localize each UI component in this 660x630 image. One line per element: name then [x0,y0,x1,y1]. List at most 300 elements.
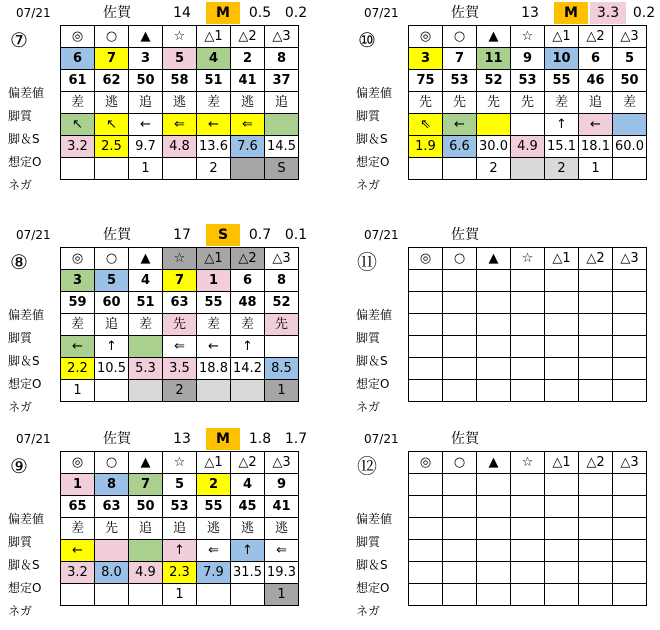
race-number: ⑩ [358,28,376,52]
race-venue: 佐賀 [451,5,479,21]
deviation-cell: 51 [197,70,231,92]
header-odds-1 [590,428,626,450]
mark-cell: △2 [579,452,613,474]
expected-odds-cell [545,562,579,584]
row-label: 想定O [356,581,390,595]
track-condition-badge: M [554,2,588,24]
grid-row-marks [409,26,647,48]
grid-row-style [409,92,647,114]
race-grid [60,451,299,606]
leg-speed-cell [613,114,647,136]
leg-speed-cell: ← [129,114,163,136]
horse-number-cell: 1 [61,474,95,496]
mark-cell: △1 [197,248,231,270]
horse-number-cell: 6 [61,48,95,70]
grid-row-marks [409,452,647,474]
row-label: ネガ [8,178,33,192]
running-style-cell: 先 [265,314,299,336]
negative-cell [511,584,545,606]
horse-number-cell: 8 [265,270,299,292]
running-style-cell: 差 [61,92,95,114]
negative-cell: 1 [61,380,95,402]
race-venue: 佐賀 [451,227,479,243]
race-date: 07/21 [16,228,51,242]
horse-number-cell: 10 [545,48,579,70]
leg-speed-cell: ⇖ [409,114,443,136]
race-grid [408,451,647,606]
running-style-cell: 逃 [163,92,197,114]
row-label: 脚＆S [356,354,388,368]
expected-odds-cell: 14.5 [265,136,299,158]
leg-speed-cell: ⇐ [231,114,265,136]
grid-row-odds [61,562,299,584]
horse-number-cell: 3 [61,270,95,292]
leg-speed-cell [545,540,579,562]
row-label: ネガ [8,400,33,414]
header-odds-2: 1.7 [284,431,308,447]
leg-speed-cell [443,336,477,358]
mark-cell: △2 [579,26,613,48]
expected-odds-cell: 60.0 [613,136,647,158]
negative-cell [613,380,647,402]
running-style-cell: 先 [443,92,477,114]
race-date: 07/21 [364,228,399,242]
row-label: 脚質 [356,109,381,123]
row-label: ネガ [356,604,381,618]
leg-speed-cell: ⇐ [265,540,299,562]
expected-odds-cell [477,562,511,584]
horse-number-cell: 8 [265,48,299,70]
mark-cell: ▲ [129,452,163,474]
negative-cell [443,158,477,180]
expected-odds-cell [443,562,477,584]
mark-cell: ○ [95,248,129,270]
mark-cell: ▲ [477,26,511,48]
running-style-cell: 追 [579,92,613,114]
expected-odds-cell [613,358,647,380]
horse-number-cell: 6 [231,270,265,292]
mark-cell: ○ [443,452,477,474]
leg-speed-cell: ⇐ [163,336,197,358]
horse-number-cell [545,474,579,496]
deviation-cell [545,292,579,314]
header-odds-2: 0.2 [284,5,308,21]
negative-cell: 1 [129,158,163,180]
grid-row-deviation [61,70,299,92]
leg-speed-cell: ⇐ [197,540,231,562]
deviation-cell [409,292,443,314]
race-panel-p11 [352,224,652,424]
horse-number-cell: 3 [129,48,163,70]
expected-odds-cell: 3.5 [163,358,197,380]
running-style-cell: 先 [163,314,197,336]
race-grid [60,25,299,180]
mark-cell: △2 [579,248,613,270]
expected-odds-cell: 19.3 [265,562,299,584]
grid-row-legs [61,540,299,562]
negative-cell: 1 [265,380,299,402]
negative-cell [545,584,579,606]
track-condition-badge: M [206,428,240,450]
mark-cell: ▲ [477,248,511,270]
negative-cell [409,584,443,606]
race-panel-p7 [4,2,308,202]
mark-cell: ☆ [163,452,197,474]
horse-number-cell [579,270,613,292]
deviation-cell: 63 [163,292,197,314]
grid-row-odds [61,358,299,380]
grid-row-legs [409,540,647,562]
negative-cell [129,584,163,606]
race-venue: 佐賀 [103,5,131,21]
horse-number-cell: 11 [477,48,511,70]
deviation-cell: 50 [129,496,163,518]
row-label: 脚質 [8,535,33,549]
horse-number-cell: 7 [95,48,129,70]
grid-row-marks [61,452,299,474]
horse-number-cell: 4 [129,270,163,292]
leg-speed-cell [511,114,545,136]
deviation-cell [477,496,511,518]
expected-odds-cell: 14.2 [231,358,265,380]
negative-cell [579,380,613,402]
negative-cell [129,380,163,402]
mark-cell: ☆ [511,26,545,48]
leg-speed-cell: ← [61,336,95,358]
header-odds-1: 3.3 [590,2,626,24]
row-label: 偏差値 [356,308,393,322]
mark-cell: ◎ [409,26,443,48]
grid-row-nega [409,380,647,402]
race-header [352,428,652,452]
horse-number-cell: 4 [231,474,265,496]
running-style-cell: 差 [613,92,647,114]
grid-row-legs [409,114,647,136]
negative-cell [613,158,647,180]
negative-cell [163,158,197,180]
negative-cell [545,380,579,402]
horse-number-cell: 9 [511,48,545,70]
expected-odds-cell [511,358,545,380]
expected-odds-cell: 1.9 [409,136,443,158]
deviation-cell: 55 [197,292,231,314]
running-style-cell: 先 [95,518,129,540]
horse-number-cell: 3 [409,48,443,70]
leg-speed-cell: ↑ [231,336,265,358]
row-label: 脚質 [356,331,381,345]
grid-row-legs [409,336,647,358]
leg-speed-cell [95,540,129,562]
mark-cell: ○ [95,26,129,48]
deviation-cell [579,496,613,518]
row-label: 想定O [8,155,42,169]
race-panel-p12 [352,428,652,628]
negative-cell [95,584,129,606]
horse-number-cell [545,270,579,292]
leg-speed-cell: ← [61,540,95,562]
leg-speed-cell: ← [197,114,231,136]
expected-odds-cell: 4.9 [511,136,545,158]
header-odds-2 [626,428,660,450]
negative-cell [579,584,613,606]
horse-number-cell [409,270,443,292]
deviation-cell [477,292,511,314]
track-condition-badge [554,224,588,246]
horse-number-cell [511,474,545,496]
grid-row-deviation [61,496,299,518]
expected-odds-cell: 4.8 [163,136,197,158]
horse-number-cell [443,474,477,496]
deviation-cell [511,292,545,314]
running-style-cell [409,314,443,336]
running-style-cell: 追 [95,314,129,336]
race-grid [60,247,299,402]
grid-row-horses [61,474,299,496]
mark-cell: △3 [613,452,647,474]
race-venue: 佐賀 [103,227,131,243]
negative-cell [443,584,477,606]
negative-cell: 2 [197,158,231,180]
horse-number-cell [477,270,511,292]
grid-row-marks [61,26,299,48]
running-style-cell: 追 [129,92,163,114]
grid-row-legs [61,114,299,136]
leg-speed-cell: ↑ [231,540,265,562]
expected-odds-cell: 7.6 [231,136,265,158]
row-label: 想定O [356,377,390,391]
negative-cell: 1 [163,584,197,606]
horse-number-cell: 8 [95,474,129,496]
grid-row-horses [61,270,299,292]
running-style-cell [511,518,545,540]
grid-row-nega [61,584,299,606]
deviation-cell: 50 [129,70,163,92]
negative-cell: 1 [265,584,299,606]
negative-cell [511,158,545,180]
expected-odds-cell: 15.1 [545,136,579,158]
deviation-cell: 58 [163,70,197,92]
running-style-cell: 追 [265,92,299,114]
horse-number-cell: 5 [613,48,647,70]
leg-speed-cell [477,336,511,358]
expected-odds-cell [409,358,443,380]
deviation-cell: 53 [443,70,477,92]
header-odds-1 [590,224,626,246]
deviation-cell [443,292,477,314]
expected-odds-cell: 18.8 [197,358,231,380]
deviation-cell [545,496,579,518]
row-label: 偏差値 [8,512,45,526]
row-label: 脚質 [356,535,381,549]
running-style-cell: 逃 [95,92,129,114]
deviation-cell: 59 [61,292,95,314]
race-date: 07/21 [16,432,51,446]
deviation-cell: 53 [163,496,197,518]
runner-count: 13 [173,431,191,447]
grid-row-deviation [409,292,647,314]
negative-cell [95,380,129,402]
expected-odds-cell: 18.1 [579,136,613,158]
expected-odds-cell [443,358,477,380]
expected-odds-cell: 31.5 [231,562,265,584]
mark-cell: ▲ [129,248,163,270]
row-label: 想定O [8,377,42,391]
negative-cell: 1 [579,158,613,180]
running-style-cell: 追 [129,518,163,540]
race-header [4,224,308,248]
grid-row-horses [61,48,299,70]
race-venue: 佐賀 [451,431,479,447]
grid-row-odds [409,136,647,158]
row-label: 偏差値 [356,86,393,100]
running-style-cell [409,518,443,540]
grid-row-horses [409,48,647,70]
mark-cell: ☆ [163,248,197,270]
leg-speed-cell [477,540,511,562]
expected-odds-cell: 5.3 [129,358,163,380]
running-style-cell: 追 [163,518,197,540]
grid-row-style [61,92,299,114]
header-odds-2: 0.2 [632,5,656,21]
row-label: 脚質 [8,331,33,345]
row-label: 想定O [8,581,42,595]
expected-odds-cell: 30.0 [477,136,511,158]
leg-speed-cell [579,336,613,358]
leg-speed-cell [129,336,163,358]
running-style-cell: 逃 [265,518,299,540]
deviation-cell: 75 [409,70,443,92]
deviation-cell: 55 [197,496,231,518]
mark-cell: ☆ [511,248,545,270]
leg-speed-cell: ← [197,336,231,358]
running-style-cell [477,314,511,336]
deviation-cell: 48 [231,292,265,314]
expected-odds-cell: 8.5 [265,358,299,380]
grid-row-style [409,518,647,540]
negative-cell [197,380,231,402]
running-style-cell: 差 [197,92,231,114]
expected-odds-cell: 2.5 [95,136,129,158]
deviation-cell: 41 [231,70,265,92]
expected-odds-cell [477,358,511,380]
race-header [352,224,652,248]
expected-odds-cell: 9.7 [129,136,163,158]
row-label: 脚＆S [356,558,388,572]
deviation-cell: 37 [265,70,299,92]
running-style-cell: 差 [197,314,231,336]
expected-odds-cell: 13.6 [197,136,231,158]
mark-cell: ▲ [477,452,511,474]
deviation-cell: 60 [95,292,129,314]
grid-row-nega [61,158,299,180]
row-label: 脚＆S [8,354,40,368]
leg-speed-cell: ↑ [545,114,579,136]
negative-cell [61,584,95,606]
mark-cell: ☆ [163,26,197,48]
mark-cell: ◎ [61,452,95,474]
deviation-cell: 53 [511,70,545,92]
leg-speed-cell: ⇐ [163,114,197,136]
expected-odds-cell: 3.2 [61,136,95,158]
running-style-cell: 逃 [231,518,265,540]
row-label: 偏差値 [8,86,45,100]
leg-speed-cell [511,540,545,562]
row-label: ネガ [8,604,33,618]
negative-cell: 2 [545,158,579,180]
runner-count [512,224,548,246]
negative-cell [477,380,511,402]
grid-row-deviation [61,292,299,314]
negative-cell: 2 [477,158,511,180]
row-label: 偏差値 [356,512,393,526]
horse-number-cell: 2 [197,474,231,496]
mark-cell: △2 [231,452,265,474]
running-style-cell [511,314,545,336]
running-style-cell [579,314,613,336]
track-condition-badge [554,428,588,450]
deviation-cell [409,496,443,518]
grid-row-style [409,314,647,336]
horse-number-cell [579,474,613,496]
running-style-cell [443,314,477,336]
race-grid [408,25,647,180]
header-odds-1: 1.8 [248,431,272,447]
deviation-cell: 52 [477,70,511,92]
running-style-cell [545,518,579,540]
negative-cell [61,158,95,180]
deviation-cell: 46 [579,70,613,92]
leg-speed-cell [265,336,299,358]
running-style-cell [545,314,579,336]
header-odds-1: 0.7 [248,227,272,243]
race-grid [408,247,647,402]
grid-row-marks [409,248,647,270]
row-label: 偏差値 [8,308,45,322]
mark-cell: ▲ [129,26,163,48]
race-header [4,428,308,452]
grid-row-legs [61,336,299,358]
race-venue: 佐賀 [103,431,131,447]
mark-cell: △1 [545,26,579,48]
leg-speed-cell [613,540,647,562]
leg-speed-cell [511,336,545,358]
grid-row-style [61,314,299,336]
mark-cell: △2 [231,248,265,270]
running-style-cell [579,518,613,540]
negative-cell [95,158,129,180]
expected-odds-cell [579,562,613,584]
mark-cell: ◎ [409,248,443,270]
deviation-cell: 61 [61,70,95,92]
row-label: 脚＆S [356,132,388,146]
grid-row-deviation [409,496,647,518]
deviation-cell [443,496,477,518]
race-date: 07/21 [364,432,399,446]
grid-row-horses [409,474,647,496]
mark-cell: ◎ [61,26,95,48]
grid-row-horses [409,270,647,292]
race-number: ⑦ [10,28,28,52]
deviation-cell: 51 [129,292,163,314]
expected-odds-cell: 10.5 [95,358,129,380]
leg-speed-cell: ↖ [95,114,129,136]
track-condition-badge: M [206,2,240,24]
race-date: 07/21 [16,6,51,20]
row-label: 脚＆S [8,558,40,572]
horse-number-cell [511,270,545,292]
horse-number-cell [613,270,647,292]
mark-cell: ○ [95,452,129,474]
